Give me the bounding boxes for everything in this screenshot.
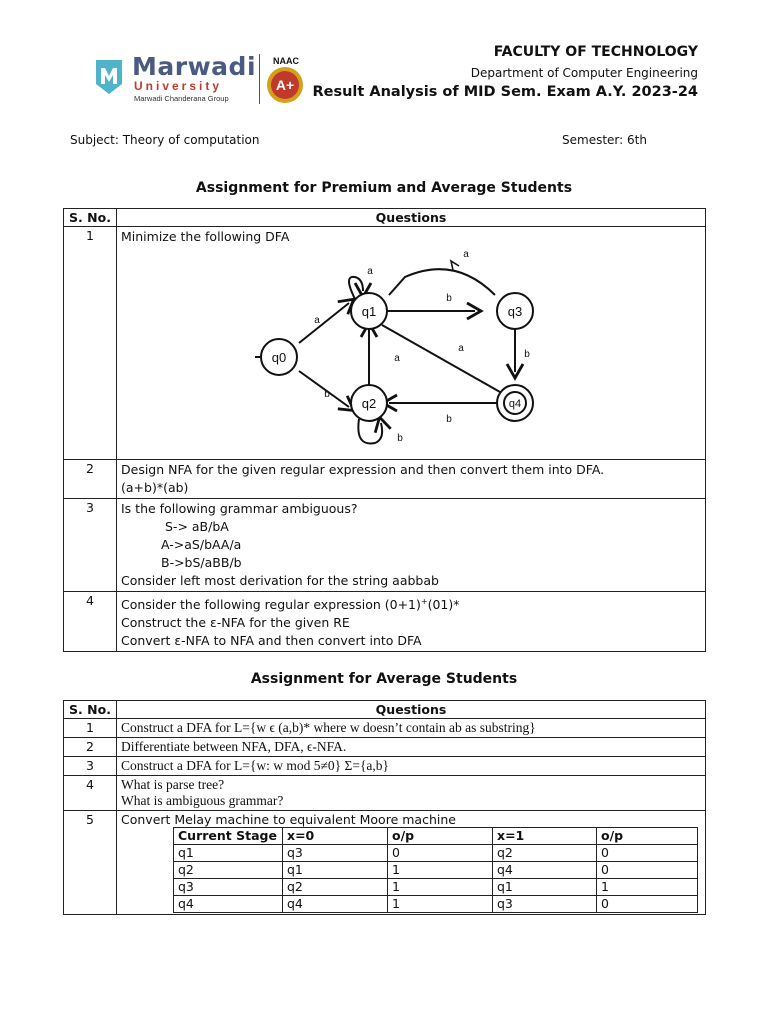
university-logo — [92, 52, 312, 108]
question-line: Is the following grammar ambiguous? — [121, 501, 358, 516]
question-cell: Construct a DFA for L={w: w mod 5≠0} Σ={a,b} — [117, 757, 706, 776]
table-row — [64, 757, 706, 776]
naac-grade: A+ — [275, 77, 295, 93]
question-text: (01)* — [427, 597, 460, 613]
mealy-cell: q2 — [174, 862, 283, 879]
semester-label: Semester: 6th — [562, 133, 647, 147]
logo-name: Marwadi — [132, 52, 257, 81]
state-label-q0: q0 — [271, 350, 287, 365]
department-title: Department of Computer Engineering — [470, 66, 698, 80]
exam-title: Result Analysis of MID Sem. Exam A.Y. 2023-24 — [312, 84, 698, 100]
faculty-title: FACULTY OF TECHNOLOGY — [493, 44, 698, 60]
logo-subtitle: University — [134, 79, 223, 93]
grammar-rule: S-> aB/bA — [165, 519, 229, 534]
question-line: (a+b)*(ab) — [121, 480, 189, 495]
mealy-cell: q1 — [493, 879, 597, 896]
mealy-row — [174, 879, 698, 896]
table-row — [64, 499, 706, 592]
table-row — [64, 719, 706, 738]
question-line: Minimize the following DFA — [121, 229, 290, 244]
section1-table — [63, 208, 706, 652]
edge-q2-loop — [358, 419, 382, 444]
grammar-rule: A->aS/bAA/a — [161, 537, 242, 552]
table-header-row — [64, 701, 706, 719]
row-number: 4 — [64, 776, 117, 811]
university-emblem-icon — [92, 58, 126, 96]
label-q0-q1: a — [314, 315, 320, 326]
mealy-cell: q3 — [174, 879, 283, 896]
col-sno: S. No. — [64, 209, 117, 227]
label-q4-q2: b — [446, 414, 452, 425]
question-text: Consider the following regular expression (0+1) — [121, 597, 421, 613]
label-q1-loop: a — [367, 266, 373, 277]
mealy-cell: q4 — [174, 896, 283, 913]
mealy-cell: q3 — [493, 896, 597, 913]
logo-divider — [259, 54, 260, 104]
mealy-cell: 1 — [597, 879, 698, 896]
mealy-cell: 0 — [597, 845, 698, 862]
mealy-cell: q1 — [174, 845, 283, 862]
mealy-cell: q2 — [493, 845, 597, 862]
state-label-q1: q1 — [361, 304, 377, 319]
question-cell — [117, 776, 706, 811]
question-cell: Construct a DFA for L={w ϵ (a,b)* where w doesn’t contain ab as substring} — [117, 719, 706, 738]
question-line: What is parse tree? — [121, 777, 225, 792]
grammar-rule: B->bS/aBB/b — [161, 555, 242, 570]
mealy-header: x=1 — [493, 828, 597, 845]
naac-label: NAAC — [273, 56, 299, 66]
mealy-cell: q4 — [493, 862, 597, 879]
table-header-row — [64, 209, 706, 227]
mealy-row — [174, 862, 698, 879]
table-row — [64, 811, 706, 915]
question-line: Consider left most derivation for the string aabbab — [121, 573, 439, 588]
row-number: 2 — [64, 460, 117, 499]
row-number: 3 — [64, 499, 117, 592]
row-number: 4 — [64, 592, 117, 652]
mealy-cell: 1 — [388, 879, 493, 896]
mealy-cell: q3 — [283, 845, 388, 862]
mealy-table — [173, 827, 698, 913]
mealy-cell: q2 — [283, 879, 388, 896]
question-line: Design NFA for the given regular expression and then convert them into DFA. — [121, 462, 605, 477]
question-line: What is ambiguous grammar? — [121, 793, 284, 808]
question-cell — [117, 499, 706, 592]
row-number: 5 — [64, 811, 117, 915]
section2-table — [63, 700, 706, 915]
mealy-cell: 0 — [597, 862, 698, 879]
row-number: 1 — [64, 227, 117, 460]
table-row — [64, 592, 706, 652]
mealy-header: o/p — [388, 828, 493, 845]
question-cell — [117, 811, 706, 915]
table-row — [64, 738, 706, 757]
question-cell — [117, 592, 706, 652]
label-q3-q4: b — [524, 349, 530, 360]
naac-seal-icon — [266, 66, 304, 104]
mealy-cell: q1 — [283, 862, 388, 879]
mealy-cell: q4 — [283, 896, 388, 913]
mealy-row — [174, 845, 698, 862]
label-q3-q1: a — [463, 249, 469, 260]
table-row — [64, 227, 706, 460]
logo-group: Marwadi Chanderana Group — [134, 94, 229, 103]
question-cell: Differentiate between NFA, DFA, ϵ-NFA. — [117, 738, 706, 757]
question-cell — [117, 227, 706, 460]
dfa-diagram — [255, 247, 585, 457]
label-q2-loop: b — [397, 433, 403, 444]
row-number: 1 — [64, 719, 117, 738]
mealy-row — [174, 896, 698, 913]
question-line: Convert ε-NFA to NFA and then convert into DFA — [121, 633, 422, 649]
subject-label: Subject: Theory of computation — [70, 133, 260, 147]
label-q2-q1: a — [394, 353, 400, 364]
label-q1-q3: b — [446, 293, 452, 304]
mealy-cell: 1 — [388, 862, 493, 879]
mealy-header: o/p — [597, 828, 698, 845]
state-label-q2: q2 — [361, 396, 377, 411]
table-row — [64, 460, 706, 499]
state-label-q4: q4 — [508, 398, 522, 410]
row-number: 3 — [64, 757, 117, 776]
edge-q3-q1-arrowhead — [451, 261, 459, 270]
mealy-cell: 0 — [597, 896, 698, 913]
mealy-cell: 1 — [388, 896, 493, 913]
mealy-cell: 0 — [388, 845, 493, 862]
mealy-header-row — [174, 828, 698, 845]
table-row — [64, 776, 706, 811]
label-q0-q2: b — [324, 389, 330, 400]
row-number: 2 — [64, 738, 117, 757]
state-label-q3: q3 — [507, 304, 523, 319]
mealy-header: Current Stage — [174, 828, 283, 845]
label-q4-q1: a — [458, 343, 464, 354]
question-line: Construct the ε-NFA for the given RE — [121, 615, 350, 631]
edge-q3-q1 — [389, 269, 495, 295]
col-questions: Questions — [117, 209, 706, 227]
col-questions: Questions — [117, 701, 706, 719]
question-cell — [117, 460, 706, 499]
question-line — [121, 593, 701, 614]
section1-title: Assignment for Premium and Average Students — [195, 180, 573, 196]
superscript: + — [420, 597, 428, 606]
question-line: Convert Melay machine to equivalent Moore machine — [121, 812, 456, 827]
col-sno: S. No. — [64, 701, 117, 719]
mealy-header: x=0 — [283, 828, 388, 845]
edge-q0-q1 — [299, 303, 349, 343]
section2-title: Assignment for Average Students — [250, 671, 518, 687]
